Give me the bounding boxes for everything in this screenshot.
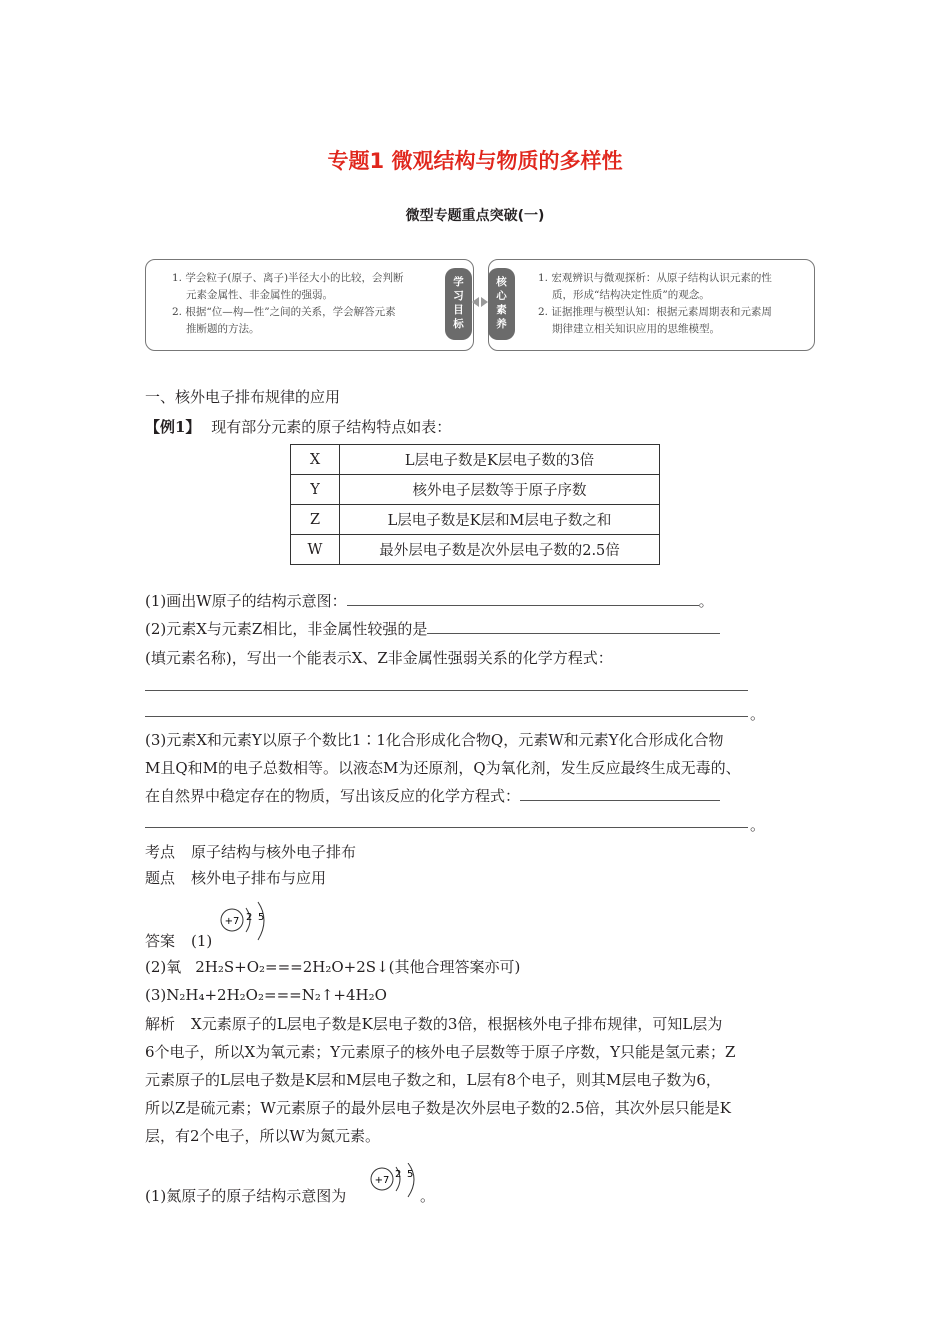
shell-2-count: 5 [258, 912, 265, 923]
shell-1-count: 2 [246, 912, 253, 923]
answer-line-3[interactable] [145, 827, 748, 828]
analysis-line-3: 元素原子的L层电子数是K层和M层电子数之和，L层有8个电子，则其M层电子数为6， [145, 1071, 721, 1089]
nucleus-charge: +7 [224, 916, 240, 927]
example-line [145, 417, 451, 437]
question-3c: 在自然界中稳定存在的物质，写出该反应的化学方程式： [145, 786, 720, 806]
tidian-line: 题点 核外电子排布与应用 [145, 869, 327, 887]
analysis-final-period: 。 [420, 1187, 436, 1205]
core-literacy-tag: 核 心 素 养 [488, 268, 515, 340]
answer-blank-2a[interactable] [427, 619, 720, 634]
analysis-final: (1)氮原子的原子结构示意图为 [145, 1187, 347, 1205]
example-label: 【例1】 [145, 418, 201, 436]
analysis-line-4: 所以Z是硫元素；W元素原子的最外层电子数是次外层电子数的2.5倍，其次外层只能是K [145, 1099, 731, 1117]
table-row: Z L层电子数是K层和M层电子数之和 [291, 505, 660, 535]
question-2b: (填元素名称)，写出一个能表示X、Z非金属性强弱关系的化学方程式： [145, 649, 613, 667]
analysis-line-1: 解析 X元素原子的L层电子数是K层电子数的3倍，根据核外电子排布规律，可知L层为 [145, 1015, 723, 1033]
element-table [290, 444, 660, 565]
question-1: (1)画出W原子的结构示意图： 。 [145, 592, 714, 610]
question-3a: (3)元素X和元素Y以原子个数比1∶1化合形成化合物Q，元素W和元素Y化合形成化合物 [145, 731, 724, 749]
section-heading: 一、核外电子排布规律的应用 [145, 388, 341, 406]
answer-line-3-period: 。 [750, 816, 766, 834]
page-title: 专题1 微观结构与物质的多样性 [327, 149, 623, 173]
shell-2-count: 5 [407, 1169, 414, 1180]
answer-line-2c-period: 。 [750, 705, 766, 723]
learning-goals-tag: 学 习 目 标 [445, 268, 472, 340]
answer-line-3: (3)N₂H₄+2H₂O₂===N₂↑+4H₂O [145, 986, 387, 1004]
page-subtitle: 微型专题重点突破(一) [405, 208, 545, 224]
kaodian-line: 考点 原子结构与核外电子排布 [145, 843, 357, 861]
answer-line-2c[interactable] [145, 716, 748, 717]
answer-line-1: 答案 (1) [145, 932, 213, 950]
shell-1-count: 2 [395, 1169, 402, 1180]
analysis-line-5: 层，有2个电子，所以W为氮元素。 [145, 1127, 380, 1145]
table-row: W 最外层电子数是次外层电子数的2.5倍 [291, 535, 660, 565]
learning-goals-text: 1. 学会粒子(原子、离子)半径大小的比较，会判断 元素金属性、非金属性的强弱。 2. 根据“位—构—性”之间的关系，学会解答元素 推断题的方法。 [172, 272, 404, 335]
question-3b: M且Q和M的电子总数相等。以液态M为还原剂，Q为氧化剂，发生反应最终生成无毒的、 [145, 759, 741, 777]
example-text: 现有部分元素的原子结构特点如表： [211, 418, 452, 436]
connector-arrows-icon [470, 295, 490, 309]
nucleus-charge: +7 [374, 1175, 390, 1186]
table-row: Y 核外电子层数等于原子序数 [291, 475, 660, 505]
question-2a: (2)元素X与元素Z相比，非金属性较强的是 [145, 619, 720, 639]
table-row: X L层电子数是K层电子数的3倍 [291, 445, 660, 475]
nitrogen-atom-diagram-2-icon [368, 1163, 420, 1205]
answer-blank-3[interactable] [520, 786, 720, 801]
analysis-line-2: 6个电子，所以X为氧元素；Y元素原子的核外电子层数等于原子序数，Y只能是氢元素；Z [145, 1043, 736, 1061]
answer-blank-1[interactable] [347, 591, 699, 606]
answer-line-2b[interactable] [145, 690, 748, 691]
core-literacy-text: 1. 宏观辨识与微观探析：从原子结构认识元素的性 质，形成“结构决定性质”的观念。 2. 证据推理与模型认知：根据元素周期表和元素周 期律建立相关知识应用的思维模型。 [538, 272, 772, 335]
answer-line-2: (2)氧 2H₂S+O₂===2H₂O+2S↓(其他合理答案亦可) [145, 958, 521, 976]
nitrogen-atom-diagram-icon [218, 898, 270, 946]
